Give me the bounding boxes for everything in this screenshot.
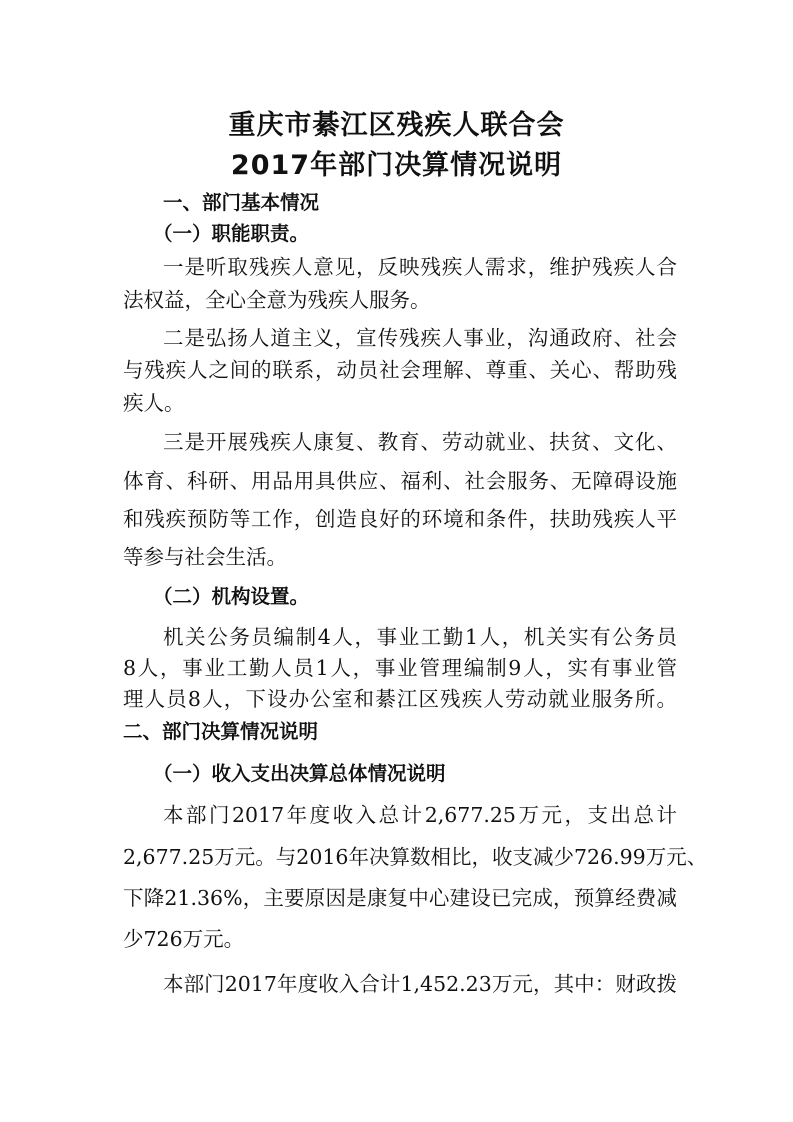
paragraph-5-line-3: 下降21.36%，主要原因是康复中心建设已完成，预算经费减 bbox=[123, 886, 677, 910]
document-title-line1: 重庆市綦江区残疾人联合会 bbox=[228, 110, 565, 141]
paragraph-5-line-1: 本部门2017年度收入总计2,677.25万元，支出总计 bbox=[163, 803, 677, 827]
paragraph-2-line-2: 与残疾人之间的联系，动员社会理解、尊重、关心、帮助残 bbox=[123, 358, 677, 382]
paragraph-1-line-2: 法权益，全心全意为残疾人服务。 bbox=[123, 288, 431, 312]
section1-heading: 一、部门基本情况 bbox=[163, 191, 320, 214]
paragraph-3-line-1: 三是开展残疾人康复、教育、劳动就业、扶贫、文化、 bbox=[163, 430, 677, 454]
paragraph-2-line-1: 二是弘扬人道主义，宣传残疾人事业，沟通政府、社会 bbox=[163, 326, 677, 350]
paragraph-4-line-2: 8人，事业工勤人员1人，事业管理编制9人，实有事业管 bbox=[123, 656, 677, 680]
paragraph-4-line-3: 理人员8人，下设办公室和綦江区残疾人劳动就业服务所。 bbox=[123, 687, 677, 711]
paragraph-3-line-2: 体育、科研、用品用具供应、福利、社会服务、无障碍设施 bbox=[123, 469, 677, 493]
sub1-heading: （一）职能职责。 bbox=[153, 222, 310, 245]
paragraph-3-line-4: 等参与社会生活。 bbox=[123, 545, 287, 569]
paragraph-5-line-4: 少726万元。 bbox=[123, 927, 245, 951]
paragraph-6-line-1: 本部门2017年度收入合计1,452.23万元，其中：财政拨 bbox=[163, 972, 677, 996]
document-title-line2: 2017年部门决算情况说明 bbox=[230, 150, 563, 181]
paragraph-1-line-1: 一是听取残疾人意见，反映残疾人需求，维护残疾人合 bbox=[163, 255, 677, 279]
section2-heading: 二、部门决算情况说明 bbox=[123, 720, 319, 743]
paragraph-4-line-1: 机关公务员编制4人，事业工勤1人，机关实有公务员 bbox=[163, 625, 677, 649]
paragraph-5-line-2: 2,677.25万元。与2016年决算数相比，收支减少726.99万元、 bbox=[123, 845, 708, 869]
sub3-heading: （一）收入支出决算总体情况说明 bbox=[153, 762, 446, 785]
paragraph-3-line-3: 和残疾预防等工作，创造良好的环境和条件，扶助残疾人平 bbox=[123, 507, 677, 531]
paragraph-2-line-3: 疾人。 bbox=[123, 391, 185, 415]
sub2-heading: （二）机构设置。 bbox=[153, 585, 310, 608]
